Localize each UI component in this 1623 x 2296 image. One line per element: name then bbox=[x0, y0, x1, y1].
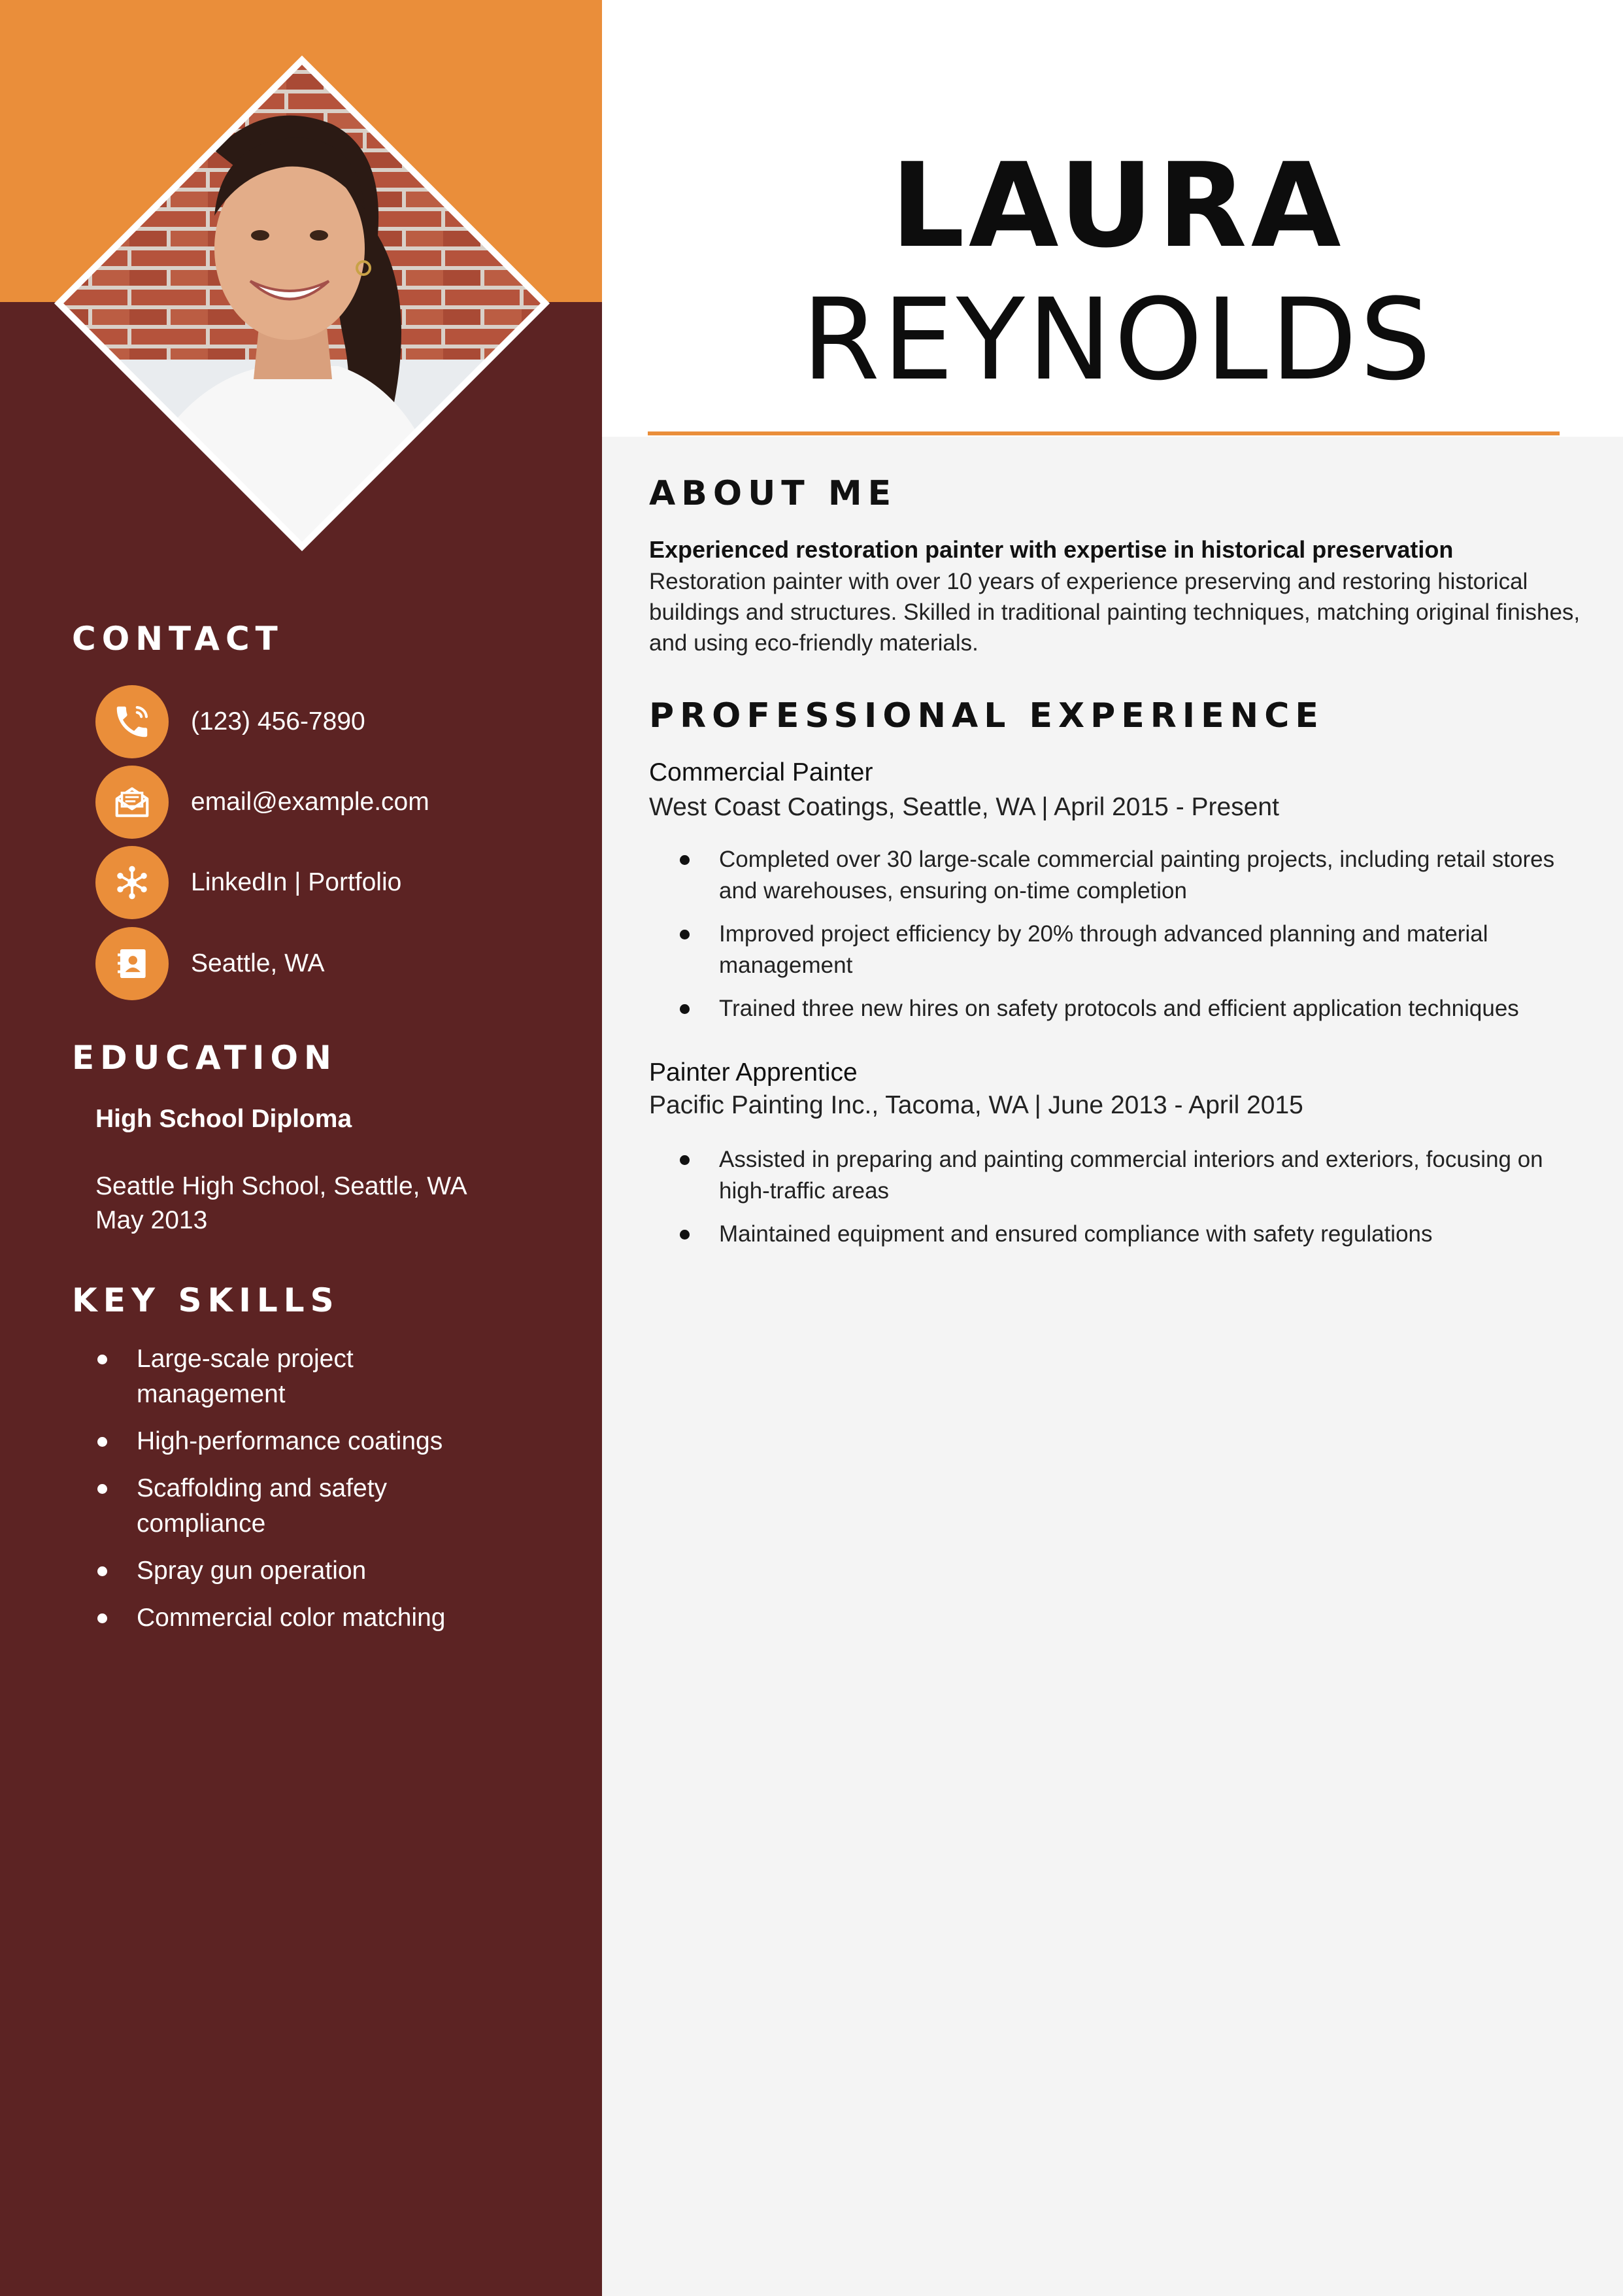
address-book-icon bbox=[95, 927, 169, 1000]
job-meta: West Coast Coatings, Seattle, WA | April 2015 - Present bbox=[649, 793, 1279, 821]
contact-links-text: LinkedIn | Portfolio bbox=[191, 868, 402, 896]
education-date: May 2013 bbox=[95, 1206, 208, 1234]
job-bullet: Assisted in preparing and painting commercial interiors and exteriors, focusing on high-traffic areas bbox=[678, 1144, 1594, 1207]
contact-location bbox=[95, 927, 324, 1000]
contact-email-text: email@example.com bbox=[191, 788, 429, 816]
contact-heading: CONTACT bbox=[72, 620, 284, 658]
job-bullet: Trained three new hires on safety protocols and efficient application techniques bbox=[678, 993, 1594, 1024]
skill-item: Scaffolding and safety compliance bbox=[95, 1471, 461, 1542]
skills-heading: KEY SKILLS bbox=[72, 1281, 340, 1319]
contact-location-text: Seattle, WA bbox=[191, 949, 325, 977]
skills-list bbox=[95, 1342, 566, 1647]
education-heading: EDUCATION bbox=[72, 1039, 337, 1077]
skill-item: Commercial color matching bbox=[95, 1600, 566, 1636]
profile-photo bbox=[51, 52, 553, 554]
contact-phone[interactable] bbox=[95, 685, 365, 758]
mail-icon bbox=[95, 766, 169, 839]
name-last: REYNOLDS bbox=[801, 274, 1434, 405]
job-bullets bbox=[678, 1144, 1594, 1262]
contact-email[interactable] bbox=[95, 766, 429, 839]
job-title: Commercial Painter bbox=[649, 758, 873, 786]
about-lead: Experienced restoration painter with expertise in historical preservation bbox=[649, 536, 1454, 563]
job-meta: Pacific Painting Inc., Tacoma, WA | June 2013 - April 2015 bbox=[649, 1091, 1303, 1119]
about-body: Restoration painter with over 10 years of experience preserving and restoring historical buildings and structures. Skilled in traditional painting techniques, matching original finishes, and using eco-friendly materials. bbox=[649, 569, 1581, 656]
network-icon bbox=[95, 846, 169, 919]
name-first: LAURA bbox=[890, 138, 1345, 273]
contact-links[interactable] bbox=[95, 846, 401, 919]
job-bullet: Improved project efficiency by 20% through advanced planning and material management bbox=[678, 919, 1594, 981]
contact-phone-text: (123) 456-7890 bbox=[191, 707, 365, 735]
job-bullet: Maintained equipment and ensured compliance with safety regulations bbox=[678, 1219, 1594, 1250]
experience-heading: PROFESSIONAL EXPERIENCE bbox=[649, 696, 1324, 735]
skill-item: High-performance coatings bbox=[95, 1424, 566, 1459]
job-title: Painter Apprentice bbox=[649, 1058, 858, 1087]
job-bullet: Completed over 30 large-scale commercial painting projects, including retail stores and warehouses, ensuring on-time completion bbox=[678, 844, 1594, 907]
education-school: Seattle High School, Seattle, WA bbox=[95, 1172, 467, 1200]
education-degree: High School Diploma bbox=[95, 1105, 352, 1133]
header-divider bbox=[648, 431, 1560, 435]
job-bullets bbox=[678, 844, 1594, 1036]
skill-item: Spray gun operation bbox=[95, 1553, 566, 1589]
skill-item: Large-scale project management bbox=[95, 1342, 422, 1412]
about-heading: ABOUT ME bbox=[649, 474, 897, 513]
phone-icon bbox=[95, 685, 169, 758]
